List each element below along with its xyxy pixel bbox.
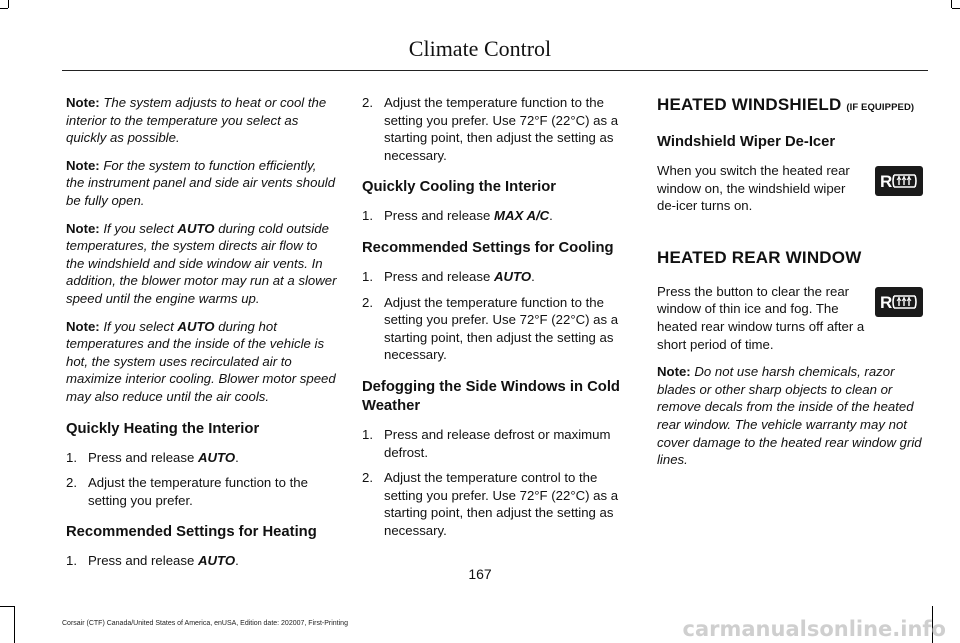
rear-window-block [657, 283, 929, 353]
section-title-text: HEATED WINDSHIELD [657, 95, 842, 114]
watermark: carmanualsonline.info [682, 617, 946, 641]
list-item [362, 268, 632, 286]
section-title [657, 94, 929, 119]
section-heading: Quickly Cooling the Interior [362, 179, 557, 196]
rear-defrost-icon [875, 166, 923, 196]
step-number: 1. [362, 268, 373, 284]
note-label: Note: [66, 95, 100, 110]
step-text: Adjust the temperature function to the setting you prefer. Use 72°F (22°C) as a starting point, then adjust the setting as necessary. [384, 294, 619, 363]
crop-mark [951, 0, 952, 8]
note [66, 157, 338, 210]
crop-mark [0, 8, 8, 9]
step-text: Press and release [384, 268, 491, 284]
note-text: The system adjusts to heat or cool the interior to the temperature you select as quickly as possible. [66, 95, 327, 146]
crop-mark [8, 0, 9, 8]
step-text: Adjust the temperature function to the setting you prefer. Use 72°F (22°C) as a starting point, then adjust the setting as necessary. [384, 95, 619, 163]
deicer-text: When you switch the heated rear window on, the windshield wiper de-icer turns on. [657, 163, 850, 214]
note [66, 318, 338, 406]
crop-mark [0, 606, 14, 607]
keyword: AUTO [177, 220, 215, 236]
note-label: Note: [66, 157, 100, 173]
deicer-block [657, 162, 929, 225]
note-text: For the system to function efficiently, the instrument panel and side air vents should be fully open. [66, 157, 336, 208]
edition-footer: Corsair (CTF) Canada/United States of America, enUSA, Edition date: 202007, First-Printing [62, 620, 348, 627]
step-punct: . [235, 553, 239, 569]
list-item [362, 426, 632, 461]
section-heading: Windshield Wiper De-Icer [657, 134, 836, 150]
note [657, 363, 929, 469]
header-divider [62, 70, 928, 71]
note-label: Note: [66, 318, 100, 334]
note-text-post: during hot temperatures and the inside of the vehicle is hot, the system uses recirculated air to maximize interior cooling. Blower motor speed may also reduce until the air cools. [66, 318, 336, 404]
rear-defrost-icon [875, 287, 923, 317]
column-2 [362, 94, 632, 548]
page-title: Climate Control [408, 36, 552, 61]
crop-mark [14, 606, 15, 643]
step-list [66, 449, 338, 510]
note-text-pre: If you select [103, 220, 174, 236]
section-heading: Recommended Settings for Heating [66, 524, 317, 541]
list-item [362, 207, 632, 225]
step-list [362, 426, 632, 540]
step-punct: . [531, 268, 535, 284]
column-1 [66, 94, 338, 578]
step-text: Adjust the temperature control to the setting you prefer. Use 72°F (22°C) as a starting point, then adjust the setting as necessary. [384, 470, 619, 538]
step-list [362, 207, 632, 225]
step-number: 2. [362, 294, 373, 310]
list-item [66, 449, 338, 467]
step-number: 2. [362, 95, 373, 110]
step-number: 1. [66, 553, 77, 569]
step-text: Press and release [88, 449, 195, 465]
list-item [362, 94, 632, 164]
note-label: Note: [66, 220, 100, 236]
note-text-pre: If you select [103, 318, 174, 334]
step-number: 2. [362, 470, 373, 486]
section-heading: Quickly Heating the Interior [66, 420, 260, 437]
rear-window-text: Press the button to clear the rear window of thin ice and fog. The heated rear window turns off after a short period of time. [657, 283, 865, 352]
list-item [66, 474, 338, 509]
step-punct: . [235, 449, 239, 465]
note-text: Do not use harsh chemicals, razor blades or other sharp objects to clean or remove decals from the inside of the heated rear window. The vehicle warranty may not cover damage to the heated rear window grid lines. [657, 364, 922, 468]
step-text: Press and release [88, 553, 195, 569]
step-number: 1. [362, 426, 373, 442]
note [66, 94, 338, 147]
step-text: Adjust the temperature function to the setting you prefer. [88, 475, 308, 508]
step-list [362, 94, 632, 164]
note-label: Note: [657, 364, 691, 380]
step-list [362, 268, 632, 364]
step-number: 1. [66, 449, 77, 465]
keyword: AUTO [177, 318, 215, 334]
svg-text:R: R [880, 172, 893, 191]
step-text: Press and release [384, 208, 491, 224]
note-text-post: during cold outside temperatures, the system directs air flow to the windshield and side window air vents. In addition, the blower motor may run at a slower speed until the engine warms up. [66, 220, 337, 306]
keyword: AUTO [493, 268, 532, 284]
svg-text:R: R [880, 292, 893, 312]
section-title-qualifier: (IF EQUIPPED) [846, 102, 915, 113]
section-title: HEATED REAR WINDOW [657, 247, 862, 267]
step-punct: . [549, 208, 553, 224]
keyword: MAX A/C [493, 208, 550, 224]
note [66, 220, 338, 308]
list-item [362, 294, 632, 364]
page-number: 167 [468, 566, 492, 582]
step-text: Press and release defrost or maximum defrost. [384, 426, 611, 460]
crop-mark [952, 8, 960, 9]
section-heading: Defogging the Side Windows in Cold Weather [362, 378, 620, 414]
keyword: AUTO [197, 553, 236, 569]
keyword: AUTO [197, 449, 236, 465]
list-item [362, 469, 632, 539]
step-number: 1. [362, 208, 373, 224]
step-number: 2. [66, 475, 77, 491]
section-heading: Recommended Settings for Cooling [362, 239, 614, 256]
column-3 [657, 94, 929, 479]
